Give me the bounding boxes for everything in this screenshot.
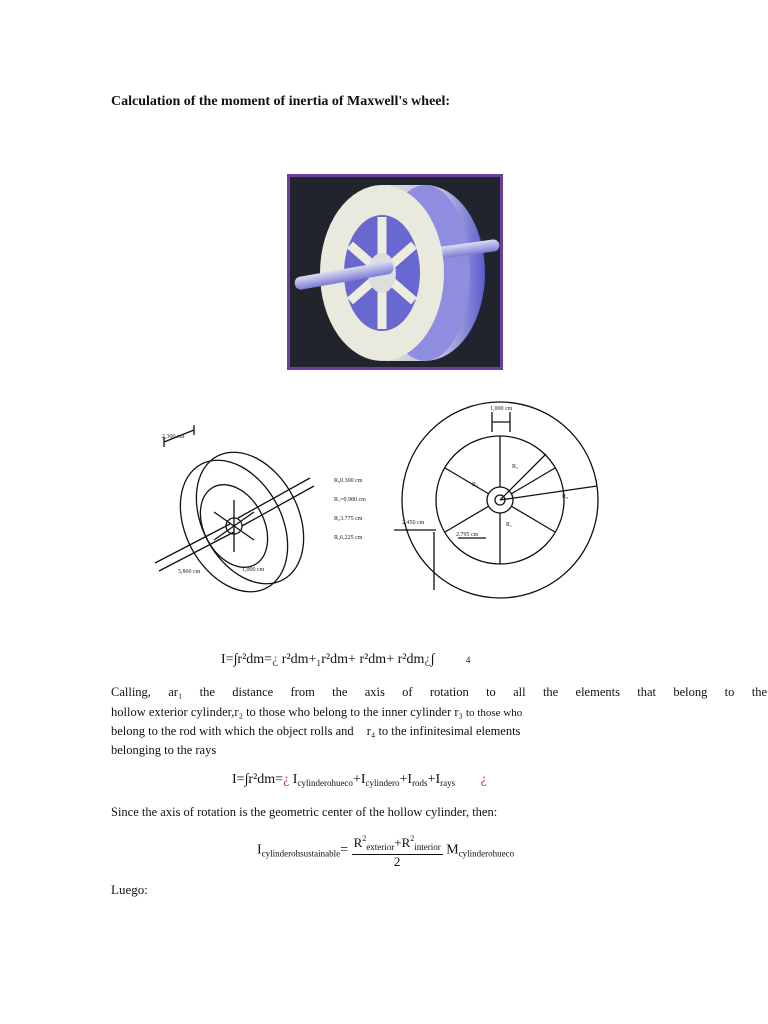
left-rim-dim-label: 1,000 cm [242,567,265,573]
para1-line2b: to those who [466,707,523,719]
page-title: Calculation of the moment of inertia of Maxwell's wheel: [111,94,451,109]
eq3-plus: + [394,835,402,850]
equation-3 [257,832,514,869]
right-left-dim-label: 2,450 cm [402,520,425,526]
paragraph-calling-line3 [111,722,520,742]
maxwell-wheel-render [287,174,503,370]
para1-line2a: hollow exterior cylinder,r₂ to those who belong to the inner cylinder r₃ [111,705,463,719]
eq3-numerator [352,832,443,855]
eq3-ra-sub: exterior [366,842,395,852]
eq3-lhs-sub: cylinderohsustainable [261,848,341,859]
eq3-fraction [352,832,443,869]
para1-line3a: belong to the rod with which the object rolls and [111,724,354,738]
paragraph-axis-rotation: Since the axis of rotation is the geometric center of the hollow cylinder, then: [111,805,498,819]
left-bottom-dim-label: 5,860 cm [178,569,201,575]
right-r3-label: R₃ [472,482,479,488]
eq3-mass: M [446,842,459,858]
right-spoke-dim-label: 2.795 cm [456,532,479,538]
left-top-dim-label: 2,300 cm [162,434,185,440]
r2-label: R₂3.775 cm [334,516,363,522]
eq3-rb-sub: interior [414,842,441,852]
eq3-ra-sup: 2 [362,834,367,843]
eq3-lhs: I [257,842,262,858]
closing-text: Luego: [111,882,148,897]
eq1-lhs: I= [221,652,234,667]
eq3-mass-sub: cylinderohueco [458,848,515,859]
eq2-sub2: cylindero [365,778,400,788]
eq1-r2dm: r²dm= [237,652,273,667]
wheel-line-drawings [150,400,610,600]
equation-2 [232,772,487,788]
eq3-rb: R [401,835,411,850]
eq3-rb-sup: 2 [410,834,415,843]
eq2-i3: +I [399,772,413,787]
paragraph-calling-line4: belonging to the rays [111,743,217,757]
eq2-i1: I [292,772,298,787]
eq3-ra: R [353,835,363,850]
right-top-dim-label: 1,000 cm [490,406,513,412]
right-r1-label: R₁ [506,522,513,528]
r3-label: R₃6,225 cm [334,535,363,541]
eq2-q: ¿ [283,772,290,787]
eq2-q2: ¿ [480,772,487,787]
eq1-q: ¿ [272,652,279,667]
eq1-tail: ∫ [430,652,435,667]
eq2-integral: ∫ [244,772,249,787]
eq2-sub4: rays [440,778,456,788]
eq2-r2dm: r²dm= [248,772,284,787]
eq1-terms: r²dm+₁r²dm+ r²dm+ r²dm [278,652,425,667]
eq2-i4: +I [427,772,441,787]
eq1-number: 4 [465,655,471,665]
right-wheel-drawing [394,402,598,598]
r1-label: R₁=0.980 cm [334,497,366,503]
right-r4-label: R₄ [562,494,569,500]
para1-line3b: r₄ to the infinitesimal elements [366,724,521,738]
eq2-sub3: rods [412,778,428,788]
eq3-equals: = [340,842,349,858]
paragraph-calling-line2 [111,703,522,724]
eq2-sub1: cylinderohueco [297,778,353,788]
paragraph-calling-line1: Calling, ar₁ the distance from the axis of rotation to all the elements that belong to the [111,685,767,699]
eq1-q2: ¿ [424,652,431,667]
r0-label: R₀0.300 cm [334,478,363,484]
equation-1 [221,652,470,668]
eq3-denominator: 2 [393,854,401,869]
eq2-i2: +I [352,772,366,787]
eq2-lhs: I= [232,772,245,787]
eq1-integral: ∫ [233,652,238,667]
wheel-render-svg [290,177,500,367]
right-r2-label: R₂ [512,464,519,470]
